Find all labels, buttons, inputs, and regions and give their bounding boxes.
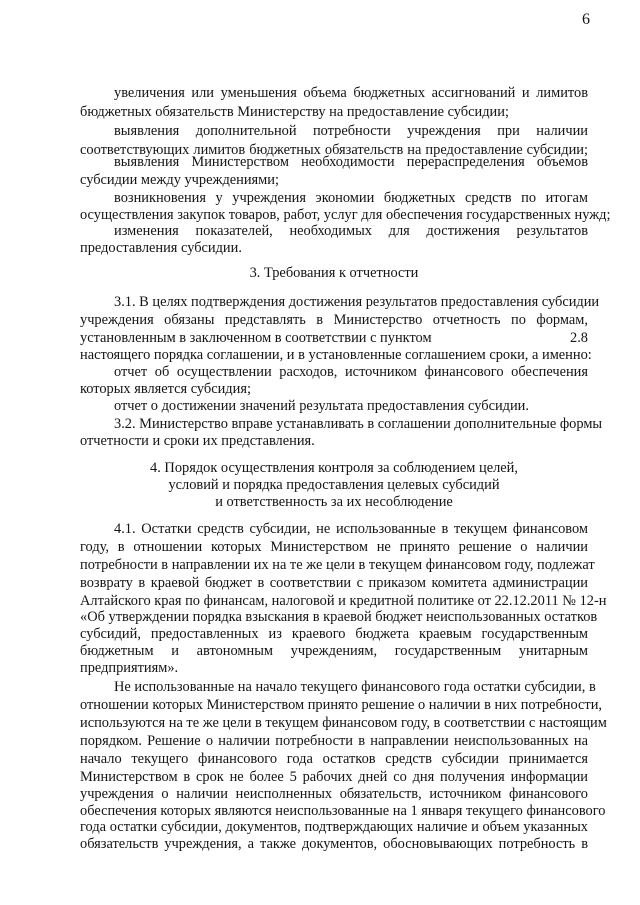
paragraph-line: субсидий, предоставленных из краевого бюджета краевым государственным [80,626,588,642]
paragraph-line: отношении которых Министерством принято решение о наличии в них потребности, [80,697,603,713]
paragraph-line: 4.1. Остатки средств субсидии, не использованные в текущем финансовом [114,521,588,537]
paragraph-line: предприятиям». [80,660,179,676]
section2-line: осуществления закупок товаров, работ, услуг для обеспечения государственных нужд; [80,207,611,223]
paragraph-line: Алтайского края по финансам, налоговой и кредитной политике от 22.12.2011 № 12-н [80,593,607,609]
section3-line: отчетности и сроки их представления. [80,433,315,449]
section2-line: соответствующих лимитов бюджетных обязательств на предоставление субсидии; [80,142,588,158]
section3-line: установленным в заключенном в соответствии с пунктом [80,330,432,346]
paragraph-line: году, в отношении которых Министерством не принято решение о наличии [80,539,588,555]
section3-heading: 3. Требования к отчетности [249,265,419,281]
section3-line: отчет об осуществлении расходов, источником финансового обеспечения [114,364,588,380]
section2-line: возникновения у учреждения экономии бюджетных средств по итогам [114,190,588,206]
section2-line: бюджетных обязательств Министерству на предоставление субсидии; [80,104,509,120]
section2-line: выявления Министерством необходимости перераспределения объемов [114,154,588,170]
section2-line: предоставления субсидии. [80,240,242,256]
section3-line: отчет о достижении значений результата предоставления субсидии. [114,398,529,414]
section3-line: настоящего порядка соглашении, и в установленные соглашением сроки, а именно: [80,347,592,363]
section2-line: субсидии между учреждениями; [80,172,279,188]
section4-heading-line: 4. Порядок осуществления контроля за соблюдением целей, [150,460,518,476]
paragraph-line: Министерством в срок не более 5 рабочих дней со дня получения информации [80,769,588,785]
paragraph-line: потребности в направлении их на те же цели в текущем финансовом году, подлежат [80,557,595,573]
section2-line: увеличения или уменьшения объема бюджетных ассигнований и лимитов [114,85,588,101]
section2-line: выявления дополнительной потребности учреждения при наличии [114,123,588,139]
page-number: 6 [582,11,590,28]
section3-line: 3.2. Министерство вправе устанавливать в соглашении дополнительные формы [114,416,603,432]
section3-line: 3.1. В целях подтверждения достижения результатов предоставления субсидии [114,294,600,310]
paragraph-line: года остатки субсидии, документов, подтверждающих наличие и объем указанных [80,819,588,835]
paragraph-line: обязательств учреждения, а также документов, обосновывающих потребность в [80,836,588,852]
paragraph-line: возврату в краевой бюджет в соответствии с приказом комитета администрации [80,575,588,591]
section3-line: которых является субсидия; [80,381,251,397]
paragraph-line: порядком. Решение о наличии потребности в направлении неиспользованных на [80,733,588,749]
paragraph-line: обеспечения которых являются неиспользованные на 1 января текущего финансового [80,803,606,819]
paragraph-line: используются на те же цели в текущем финансовом году, в соответствии с настоящим [80,715,607,731]
section2-line: изменения показателей, необходимых для достижения результатов [114,223,588,239]
section3-line: учреждения обязаны представлять в Министерство отчетность по формам, [80,312,588,328]
section4-heading-line: условий и порядка предоставления целевых субсидий [168,477,500,493]
section4-heading-line: и ответственность за их несоблюдение [215,494,453,510]
paragraph-line: начало текущего финансового года остатков средств субсидии принимается [80,751,588,767]
paragraph-line: бюджетным и автономным учреждениям, государственным унитарным [80,643,588,659]
paragraph-line: Не использованные на начало текущего финансового года остатки субсидии, в [114,679,596,695]
paragraph-line: «Об утверждении порядка взыскания в краевой бюджет неиспользованных остатков [80,609,598,625]
clause-reference: 2.8 [570,330,588,346]
paragraph-line: учреждения о наличии неисполненных обязательств, источником финансового [80,786,588,802]
